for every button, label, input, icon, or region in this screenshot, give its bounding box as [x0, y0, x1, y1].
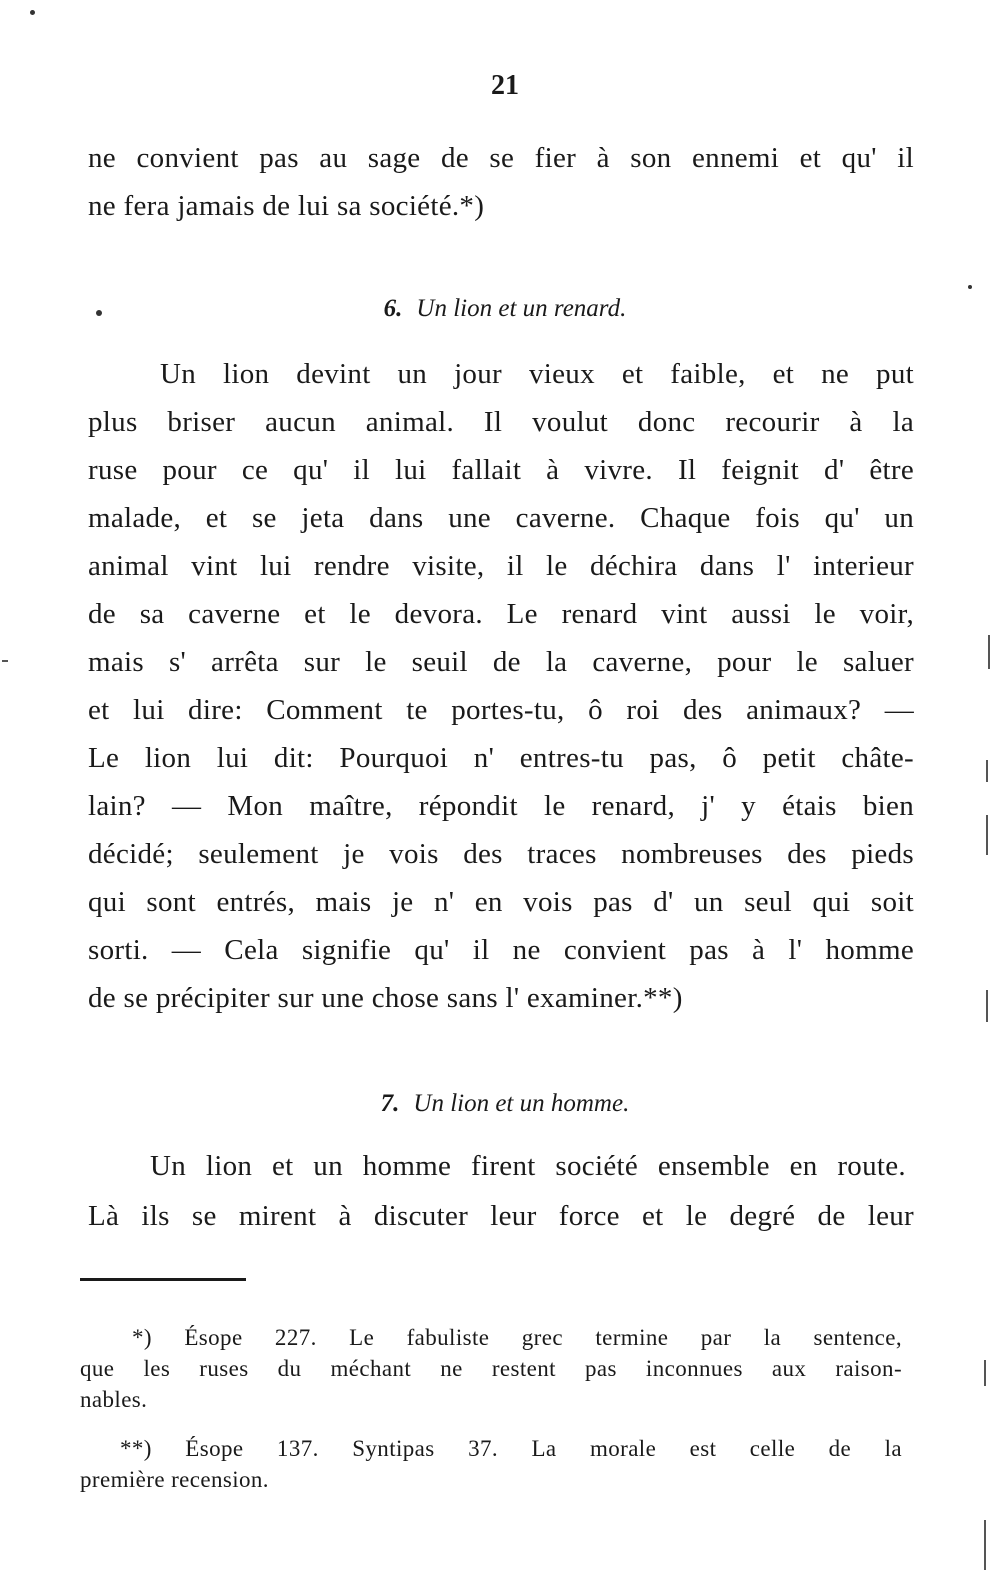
text-line: qui sont entrés, mais je n' en vois pas d' un seul qui soit [88, 886, 914, 918]
text-line: mais s' arrêta sur le seuil de la caverne, pour le saluer [88, 646, 914, 678]
footnote-divider [80, 1278, 246, 1281]
text-line: Un lion et un homme firent société ensemble en route. [150, 1150, 906, 1182]
footnote-line: que les ruses du méchant ne restent pas inconnues aux raison- [80, 1356, 902, 1381]
text-line: de sa caverne et le devora. Le renard vint aussi le voir, [88, 598, 914, 630]
text-line: plus briser aucun animal. Il voulut donc recourir à la [88, 406, 914, 438]
scan-speck [30, 10, 35, 15]
text-line: Là ils se mirent à discuter leur force et le degré de leur [88, 1200, 914, 1232]
scan-edge-mark [986, 760, 988, 782]
footnote-1 [80, 1322, 902, 1415]
text-line: et lui dire: Comment te portes-tu, ô roi des animaux? — [88, 694, 914, 726]
footnote-line: première recension. [80, 1467, 269, 1492]
text-line: de se précipiter sur une chose sans l' examiner.**) [88, 982, 683, 1014]
scan-speck [968, 285, 972, 289]
scan-edge-mark [988, 635, 990, 669]
scan-edge-mark [986, 815, 988, 855]
scan-edge-mark [984, 1360, 986, 1386]
footnote-line: nables. [80, 1387, 148, 1412]
text-line: sorti. — Cela signifie qu' il ne convient pas à l' homme [88, 934, 914, 966]
fable-heading-7 [0, 1090, 1000, 1118]
fable-number: 6. [383, 295, 403, 322]
page-number: 21 [491, 70, 519, 101]
scan-edge-mark [986, 990, 988, 1022]
text-line: décidé; seulement je vois des traces nombreuses des pieds [88, 838, 914, 870]
text-line: animal vint lui rendre visite, il le déchira dans l' interieur [88, 550, 914, 582]
fable-number: 7. [380, 1090, 400, 1117]
text-line: lain? — Mon maître, répondit le renard, j' y étais bien [88, 790, 914, 822]
text-line: Un lion devint un jour vieux et faible, et ne put [160, 358, 914, 390]
text-line: malade, et se jeta dans une caverne. Chaque fois qu' un [88, 502, 914, 534]
fable-heading-6 [0, 295, 1000, 323]
text-line: ruse pour ce qu' il lui fallait à vivre. Il feignit d' être [88, 454, 914, 486]
scan-speck [96, 310, 102, 316]
footnote-2 [80, 1433, 902, 1495]
fable-title: Un lion et un homme. [413, 1090, 630, 1117]
fable-title: Un lion et un renard. [416, 295, 627, 322]
scan-edge-mark [984, 1520, 986, 1570]
footnote-line: **) Ésope 137. Syntipas 37. La morale est celle de la [120, 1436, 902, 1461]
text-line: Le lion lui dit: Pourquoi n' entres-tu pas, ô petit châte- [88, 742, 914, 774]
scan-edge-mark [2, 660, 8, 662]
text-line: ne fera jamais de lui sa société.*) [88, 190, 485, 222]
text-line: ne convient pas au sage de se fier à son ennemi et qu' il [88, 142, 914, 174]
footnote-line: *) Ésope 227. Le fabuliste grec termine par la sentence, [132, 1325, 902, 1350]
